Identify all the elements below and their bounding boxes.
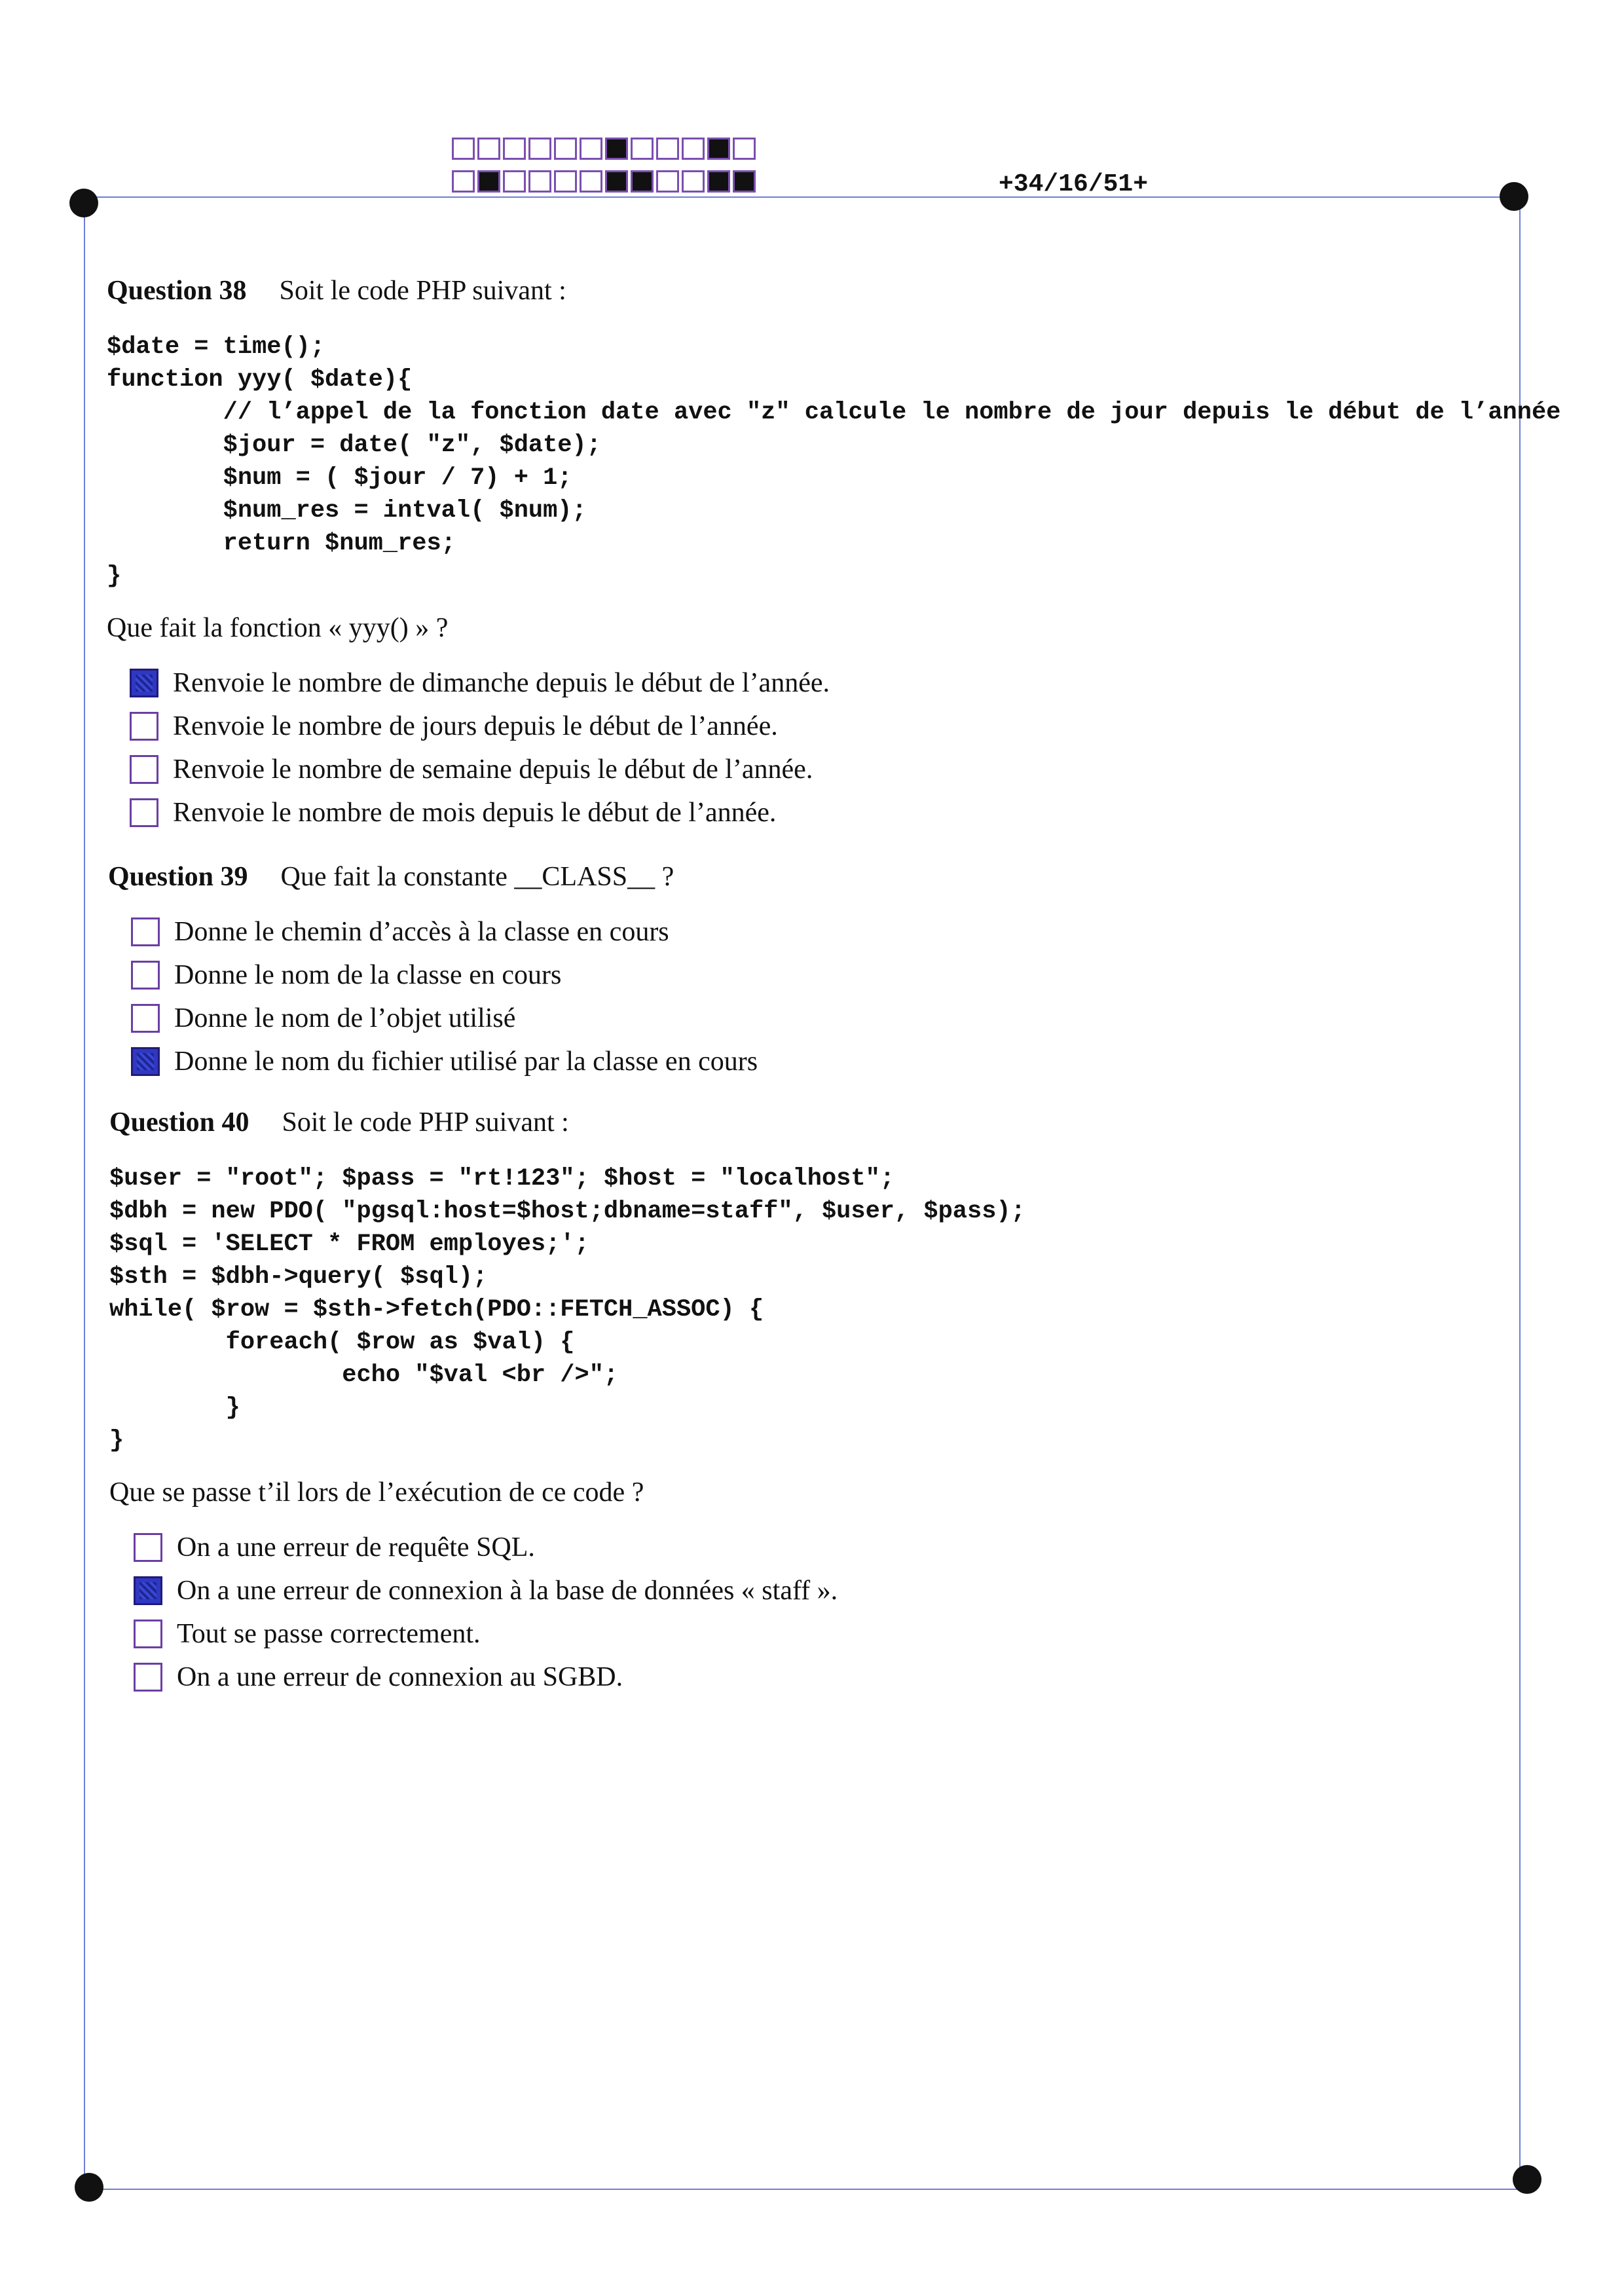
option-q38-3[interactable]: [130, 748, 830, 791]
barcode-cell: [707, 170, 730, 193]
option-q39-4[interactable]: [131, 1040, 758, 1083]
option-q40-2[interactable]: [134, 1569, 838, 1612]
code-block-q38: $date = time(); function yyy( $date){ // l’appel de la fonction date avec "z" calcule le nombre de jour depuis le début de l’année $jour = date( "z", $date); $num = ( $jour / 7) + 1; $num_res = intval( $num); return $num_res; }: [107, 333, 1561, 590]
checkbox[interactable]: [134, 1620, 162, 1648]
barcode-cell: [554, 138, 577, 160]
question-intro: Soit le code PHP suivant :: [279, 276, 566, 306]
barcode-cell: [503, 138, 526, 160]
barcode-cell: [682, 138, 705, 160]
checkbox[interactable]: [131, 1047, 160, 1076]
barcode-cell: [503, 170, 526, 193]
corner-mark-top-right: [1500, 182, 1528, 211]
checkbox[interactable]: [131, 1004, 160, 1033]
barcode-cell: [477, 170, 500, 193]
barcode-cell: [554, 170, 577, 193]
option-q38-2[interactable]: [130, 705, 830, 748]
barcode-cell: [580, 170, 602, 193]
barcode-cell: [733, 138, 756, 160]
barcode-cell: [452, 170, 475, 193]
option-q40-4[interactable]: [134, 1656, 838, 1699]
option-label: Renvoie le nombre de dimanche depuis le début de l’année.: [173, 668, 830, 698]
checkbox[interactable]: [131, 961, 160, 990]
question-label: Question 39: [108, 862, 248, 892]
question-38-options: [130, 661, 830, 834]
barcode-cell: [707, 138, 730, 160]
option-label: Tout se passe correctement.: [177, 1619, 481, 1649]
checkbox[interactable]: [130, 798, 158, 827]
barcode-bottom: [452, 170, 758, 193]
option-label: Renvoie le nombre de mois depuis le début de l’année.: [173, 798, 777, 828]
checkbox[interactable]: [130, 755, 158, 784]
page-code: +34/16/51+: [999, 170, 1149, 198]
question-intro: Que fait la constante __CLASS__ ?: [280, 862, 674, 892]
option-q38-1[interactable]: [130, 661, 830, 705]
question-38-title: [107, 275, 566, 306]
option-q39-2[interactable]: [131, 954, 758, 997]
checkbox[interactable]: [134, 1576, 162, 1605]
option-label: On a une erreur de connexion au SGBD.: [177, 1662, 623, 1692]
question-40-prompt: Que se passe t’il lors de l’exécution de ce code ?: [109, 1477, 644, 1508]
option-label: Donne le nom de l’objet utilisé: [174, 1003, 516, 1033]
barcode-cell: [631, 170, 654, 193]
option-label: On a une erreur de requête SQL.: [177, 1532, 535, 1563]
option-q38-4[interactable]: [130, 791, 830, 834]
barcode-cell: [682, 170, 705, 193]
option-label: Donne le chemin d’accès à la classe en cours: [174, 917, 669, 947]
question-39-title: [108, 861, 674, 893]
barcode-top: [452, 138, 758, 160]
option-q40-1[interactable]: [134, 1526, 838, 1569]
question-40-options: [134, 1526, 838, 1699]
checkbox[interactable]: [134, 1663, 162, 1692]
question-40-title: [109, 1107, 569, 1138]
option-label: Renvoie le nombre de semaine depuis le début de l’année.: [173, 754, 813, 785]
barcode-cell: [605, 138, 628, 160]
option-label: On a une erreur de connexion à la base de données « staff ».: [177, 1576, 838, 1606]
barcode-cell: [528, 138, 551, 160]
barcode-cell: [656, 138, 679, 160]
corner-mark-bottom-left: [75, 2173, 103, 2202]
barcode-cell: [477, 138, 500, 160]
corner-mark-bottom-right: [1513, 2165, 1541, 2194]
option-label: Donne le nom de la classe en cours: [174, 960, 562, 990]
barcode-cell: [656, 170, 679, 193]
option-q39-3[interactable]: [131, 997, 758, 1040]
checkbox[interactable]: [130, 712, 158, 741]
option-label: Renvoie le nombre de jours depuis le début de l’année.: [173, 711, 778, 741]
barcode-cell: [733, 170, 756, 193]
question-intro: Soit le code PHP suivant :: [282, 1107, 569, 1138]
barcode-cell: [580, 138, 602, 160]
barcode-cell: [452, 138, 475, 160]
question-39-options: [131, 910, 758, 1083]
question-38-prompt: Que fait la fonction « yyy() » ?: [107, 613, 449, 643]
checkbox[interactable]: [130, 669, 158, 697]
option-q40-3[interactable]: [134, 1612, 838, 1656]
barcode-cell: [528, 170, 551, 193]
barcode-cell: [605, 170, 628, 193]
option-q39-1[interactable]: [131, 910, 758, 954]
option-label: Donne le nom du fichier utilisé par la classe en cours: [174, 1046, 758, 1077]
corner-mark-top-left: [69, 189, 98, 217]
barcode-cell: [631, 138, 654, 160]
question-label: Question 38: [107, 276, 247, 306]
checkbox[interactable]: [131, 917, 160, 946]
code-block-q40: $user = "root"; $pass = "rt!123"; $host = "localhost"; $dbh = new PDO( "pgsql:host=$host;dbname=staff", $user, $pass); $sql = 'SELECT * FROM employes;'; $sth = $dbh->query( $sql); while( $row = $sth->fetch(PDO::FETCH_ASSOC) { foreach( $row as $val) { echo "$val <br />"; } }: [109, 1165, 1025, 1454]
checkbox[interactable]: [134, 1533, 162, 1562]
question-label: Question 40: [109, 1107, 249, 1138]
